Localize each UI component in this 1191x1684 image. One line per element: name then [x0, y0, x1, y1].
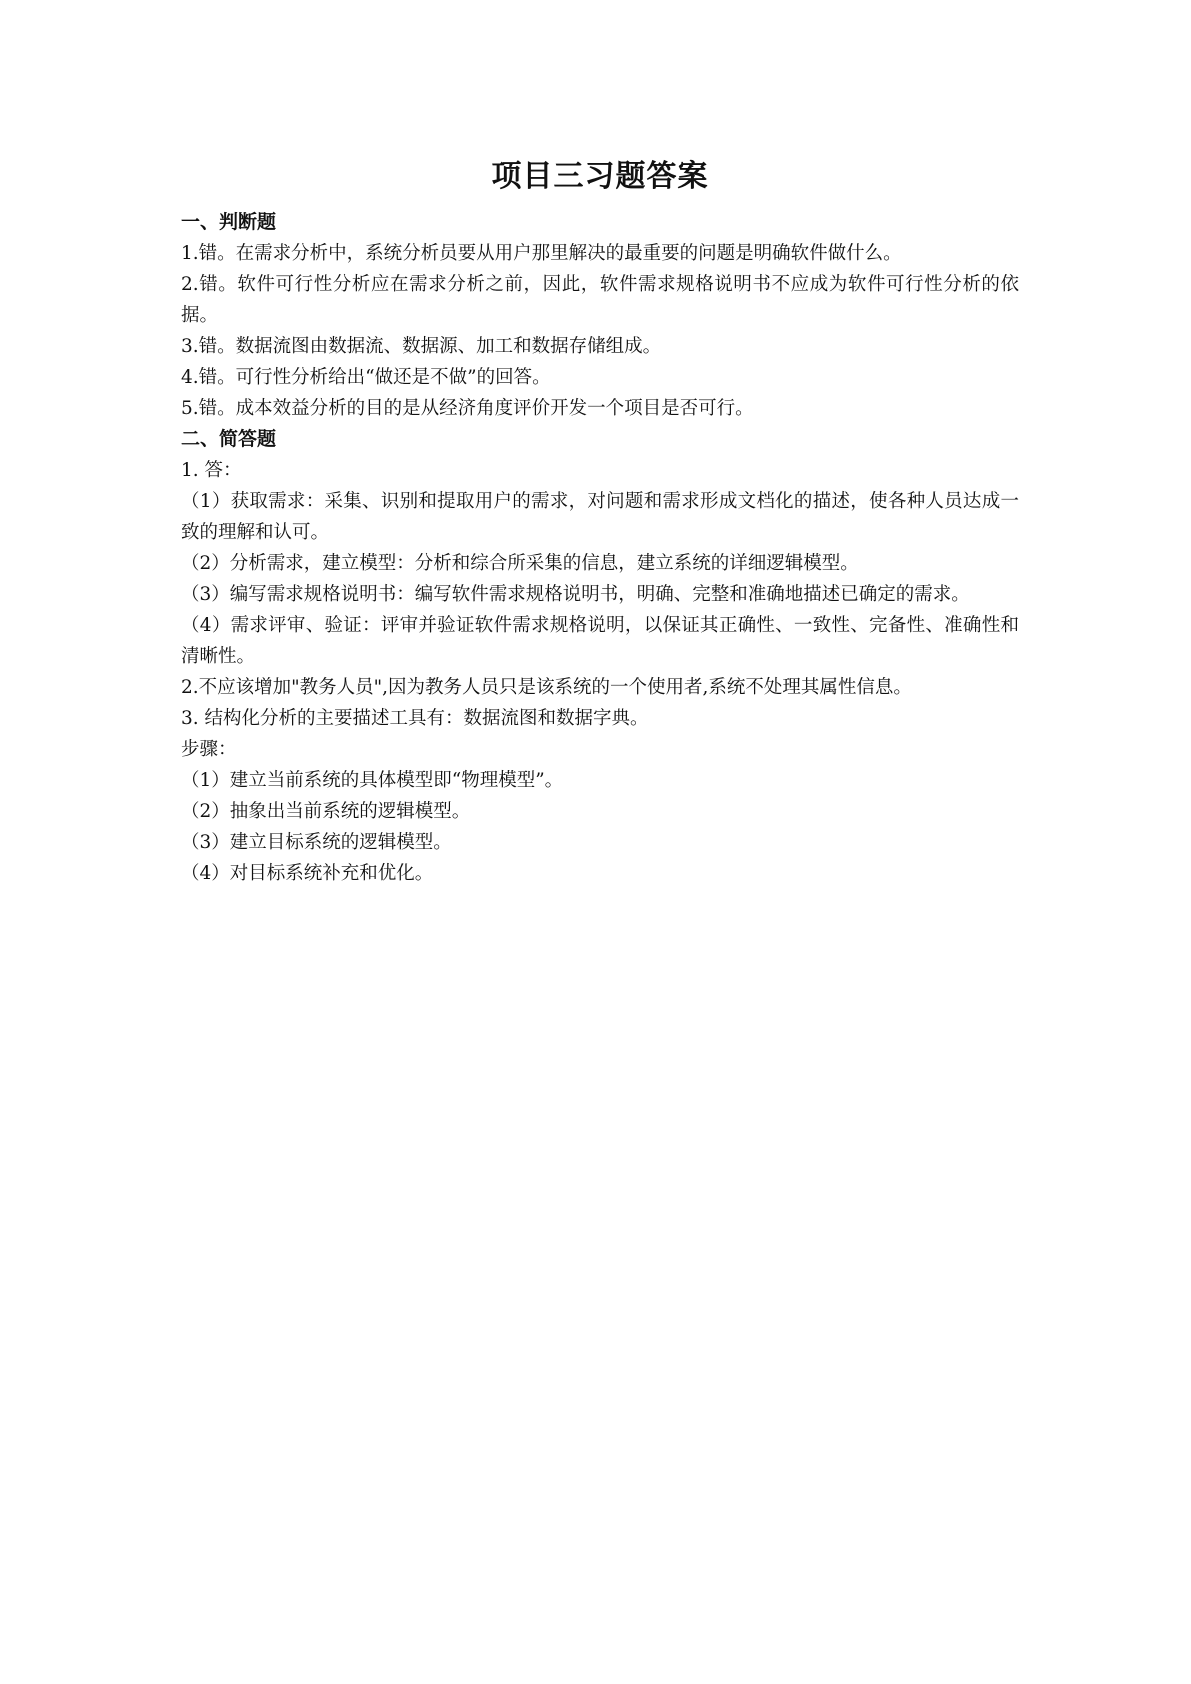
steps-label: 步骤：: [181, 739, 237, 760]
answer-1-point-3: （3）编写需求规格说明书：编写软件需求规格说明书，明确、完整和准确地描述已确定的需求。: [181, 584, 970, 605]
section-heading-short-answer: 二、简答题: [181, 428, 277, 450]
step-4: （4）对目标系统补充和优化。: [181, 863, 434, 884]
answer-1-point-2: （2）分析需求，建立模型：分析和综合所采集的信息，建立系统的详细逻辑模型。: [181, 553, 859, 574]
judgement-item-1: 1.错。在需求分析中，系统分析员要从用户那里解决的最重要的问题是明确软件做什么。: [181, 243, 902, 264]
judgement-item-3: 3.错。数据流图由数据流、数据源、加工和数据存储组成。: [181, 336, 662, 357]
section-heading-true-false: 一、判断题: [181, 211, 277, 233]
step-2: （2）抽象出当前系统的逻辑模型。: [181, 801, 471, 822]
document-body: [181, 150, 1019, 889]
answer-1-point-1: （1）获取需求：采集、识别和提取用户的需求，对问题和需求形成文档化的描述，使各种人员达成一致的理解和认可。: [181, 491, 1019, 543]
step-1: （1）建立当前系统的具体模型即“物理模型”。: [181, 770, 564, 791]
page-title: 项目三习题答案: [491, 159, 709, 194]
answer-1-point-4: （4）需求评审、验证：评审并验证软件需求规格说明，以保证其正确性、一致性、完备性、准确性和清晰性。: [181, 615, 1019, 667]
answer-1-label: 1. 答：: [181, 460, 242, 481]
answer-2: 2.不应该增加"教务人员",因为教务人员只是该系统的一个使用者,系统不处理其属性信息。: [181, 677, 912, 698]
judgement-item-5: 5.错。成本效益分析的目的是从经济角度评价开发一个项目是否可行。: [181, 398, 754, 419]
judgement-item-4: 4.错。可行性分析给出“做还是不做”的回答。: [181, 367, 551, 388]
step-3: （3）建立目标系统的逻辑模型。: [181, 832, 452, 853]
judgement-item-2: 2.错。软件可行性分析应在需求分析之前，因此，软件需求规格说明书不应成为软件可行性分析的依据。: [181, 274, 1019, 326]
answer-3: 3. 结构化分析的主要描述工具有：数据流图和数据字典。: [181, 708, 649, 729]
